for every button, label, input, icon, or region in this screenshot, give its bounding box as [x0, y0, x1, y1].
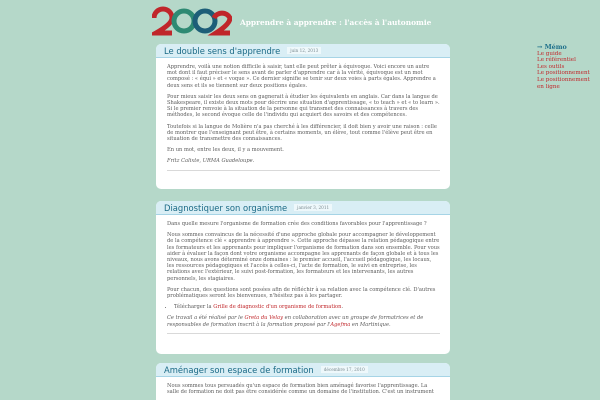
sidebar-link-outils[interactable]: Les outils	[537, 63, 565, 70]
post-paragraph: Apprendre, voilà une notion difficile à saisir, tant elle peut prêter à équivoque. Voici encore un autre mot dont il faut préciser le sens avant de parler d'apprendre car à la vérité, équivoque est un mot composé : « équi » et « voque ». Ce dernier signifie se tenir sur deux voies à parts égales. Apprendre a deux sens et ils se tiennent sur deux positions égales.	[167, 64, 436, 89]
post-paragraph: Pour mieux saisir les deux sens on gagnerait à étudier les équivalents en anglais. Car dans la langue de Shakespeare, il existe deux mots pour décrire une situation d'apprentissage, « to teach » et « to learn ». Si le premier renvoie à la situation de la personne qui transmet des connaissances à travers des méthodes, le second évoque celle de l'individu qui acquiert des savoirs et des compétences.	[167, 93, 440, 119]
post-header	[156, 363, 450, 377]
post-paragraph: Nous sommes convaincus de la nécessité d'une approche globale pour accompagner le développement de la compétence clé « apprendre à apprendre ». Cette approche dépasse la relation pédagogique entre les formateurs et les apprenants pour impliquer l'organisme de formation dans son ensemble. Pour vous aider à évaluer la façon dont votre organisme accompagne les apprenants de façon globale et à tous les niveaux, nous avons déterminé onze domaines : le premier accueil, l'accueil pédagogique, les locaux, les ressources pédagogiques et l'accès à celles-ci, l'acte de formation, le suivi en entreprise, les relations avec l'extérieur, le suivi post-formation, les formateurs et les intervenants, les autres personnels, les stagiaires.	[167, 232, 440, 282]
sidebar-title: → Mémo	[537, 43, 567, 51]
site-title[interactable]: Apprendre à apprendre : l'accès à l'autonomie	[240, 18, 432, 27]
credit-text: Ce travail a été réalisé par le	[167, 315, 245, 322]
download-prefix: Télécharger la	[174, 304, 214, 311]
credit-text: en Martinique.	[350, 321, 391, 328]
post-paragraph: Nous sommes tous persuadés qu'un espace de formation bien aménagé favorise l'apprentissage. La salle de formation ne doit pas être considérée comme un domaine de l'institution. C'est un instrument	[167, 383, 434, 396]
download-item	[174, 304, 440, 310]
download-list	[174, 304, 440, 310]
post-paragraph: Pour chacun, des questions sont posées afin de réfléchir à sa relation avec la compétence clé. D'autres problématiques seront les bienvenues, n'hésitez pas à les partager.	[167, 286, 436, 300]
post-date: janvier 3, 2011	[294, 204, 332, 211]
post-divider	[167, 170, 440, 171]
post-body	[156, 215, 450, 334]
post-date: juin 12, 2013	[287, 47, 321, 54]
post-signature: Fritz Calixte, URMA Guadeloupe.	[167, 158, 255, 165]
credit-text: en collaboration avec un groupe de formatrices et de responsables de formation inscrit à la formation proposé par l'	[167, 315, 424, 328]
site-logo[interactable]	[152, 6, 232, 36]
post-amenager	[156, 363, 450, 400]
post-header	[156, 201, 450, 215]
post-title[interactable]: Le double sens d'apprendre	[164, 45, 281, 56]
download-suffix: .	[341, 304, 344, 311]
post-title[interactable]: Diagnostiquer son organisme	[164, 202, 288, 213]
post-credit	[167, 315, 440, 327]
post-paragraph: Toutefois si la langue de Molière n'a pas cherché à les différencier, il doit bien y avoir une raison : celle de montrer que l'enseignant peut être, à certains moments, un élève, tout comme l'élève peut être en situation de transmettre des connaissances.	[167, 123, 437, 143]
post-body	[156, 377, 450, 395]
site-header	[152, 6, 452, 38]
post-paragraph: En un mot, entre les deux, il y a mouvement.	[167, 147, 284, 154]
agefma-link[interactable]: Agefma	[330, 321, 351, 328]
post-paragraph: Dans quelle mesure l'organisme de formation crée des conditions favorables pour l'apprentissage ?	[167, 221, 427, 227]
sidebar-link-positionnement-en-ligne[interactable]: Le positionnement en ligne	[537, 76, 590, 90]
sidebar	[537, 44, 597, 90]
post-title[interactable]: Aménager son espace de formation	[164, 364, 314, 375]
post-diagnostiquer	[156, 201, 450, 354]
post-body	[156, 58, 450, 171]
post-divider	[167, 333, 440, 334]
post-date: décembre 17, 2010	[321, 366, 368, 373]
sidebar-link-referentiel[interactable]: Le référentiel	[537, 57, 576, 64]
sidebar-link-positionnement[interactable]: Le positionnement	[537, 70, 590, 77]
greta-velay-link[interactable]: Greta du Velay	[244, 315, 284, 322]
post-double-sens	[156, 44, 450, 189]
post-header	[156, 44, 450, 58]
sidebar-link-guide[interactable]: Le guide	[537, 50, 562, 57]
download-grille-link[interactable]: Grille de diagnostic d'un organisme de formation	[213, 304, 342, 311]
